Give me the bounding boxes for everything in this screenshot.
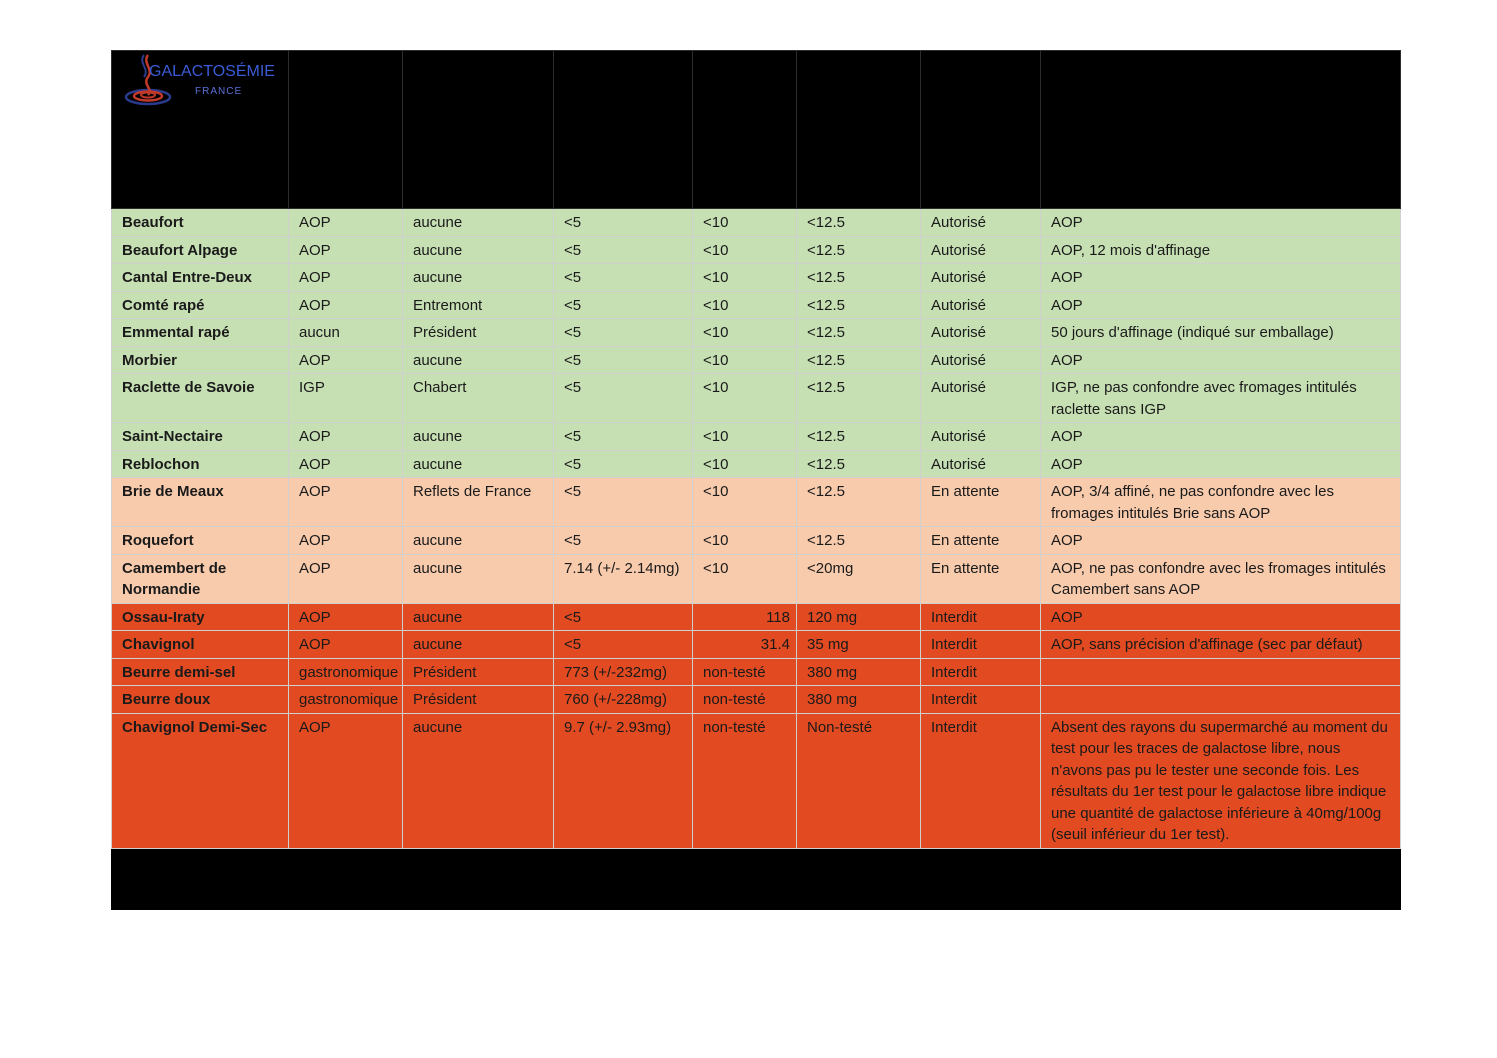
galactose-trace-cell: <10 bbox=[693, 236, 797, 264]
table-row bbox=[112, 374, 1401, 423]
logo-subtitle-text: FRANCE bbox=[195, 86, 243, 97]
table-row bbox=[112, 291, 1401, 319]
galactose-free-cell: <5 bbox=[554, 209, 693, 237]
product-name: Ossau-Iraty bbox=[112, 603, 289, 631]
product-name: Beurre demi-sel bbox=[112, 658, 289, 686]
remarks-cell: AOP bbox=[1041, 264, 1401, 292]
table-row bbox=[112, 423, 1401, 451]
status-cell: Autorisé bbox=[921, 346, 1041, 374]
total-cell: <12.5 bbox=[797, 423, 921, 451]
status-cell: Interdit bbox=[921, 686, 1041, 714]
label-cell: gastronomique bbox=[289, 658, 403, 686]
header-cell-3 bbox=[403, 51, 554, 209]
remarks-cell: AOP, sans précision d'affinage (sec par défaut) bbox=[1041, 631, 1401, 659]
status-cell: Interdit bbox=[921, 658, 1041, 686]
header-cell-8 bbox=[1041, 51, 1401, 209]
product-name: Cantal Entre-Deux bbox=[112, 264, 289, 292]
galactose-free-cell: <5 bbox=[554, 236, 693, 264]
remarks-cell bbox=[1041, 658, 1401, 686]
galactose-trace-cell: <10 bbox=[693, 291, 797, 319]
remarks-cell bbox=[1041, 686, 1401, 714]
galactose-free-cell: <5 bbox=[554, 374, 693, 423]
galactose-free-cell: <5 bbox=[554, 291, 693, 319]
total-cell: 120 mg bbox=[797, 603, 921, 631]
table-row bbox=[112, 658, 1401, 686]
brand-cell: aucune bbox=[403, 346, 554, 374]
total-cell: 380 mg bbox=[797, 658, 921, 686]
header-cell-4 bbox=[554, 51, 693, 209]
status-cell: En attente bbox=[921, 478, 1041, 527]
brand-cell: Chabert bbox=[403, 374, 554, 423]
table-row bbox=[112, 319, 1401, 347]
label-cell: AOP bbox=[289, 478, 403, 527]
label-cell: AOP bbox=[289, 554, 403, 603]
status-cell: Interdit bbox=[921, 713, 1041, 848]
total-cell: <12.5 bbox=[797, 346, 921, 374]
galactose-trace-cell: <10 bbox=[693, 346, 797, 374]
table-row bbox=[112, 686, 1401, 714]
brand-cell: aucune bbox=[403, 631, 554, 659]
remarks-cell: AOP bbox=[1041, 346, 1401, 374]
status-cell: Autorisé bbox=[921, 423, 1041, 451]
galactose-free-cell: <5 bbox=[554, 346, 693, 374]
product-name: Roquefort bbox=[112, 527, 289, 555]
remarks-cell: AOP bbox=[1041, 291, 1401, 319]
product-name: Morbier bbox=[112, 346, 289, 374]
galactose-trace-cell: <10 bbox=[693, 478, 797, 527]
remarks-cell: AOP bbox=[1041, 450, 1401, 478]
total-cell: <12.5 bbox=[797, 450, 921, 478]
table-row bbox=[112, 450, 1401, 478]
table-row bbox=[112, 264, 1401, 292]
label-cell: AOP bbox=[289, 264, 403, 292]
label-cell: AOP bbox=[289, 423, 403, 451]
product-name: Beaufort bbox=[112, 209, 289, 237]
galactose-trace-cell: <10 bbox=[693, 264, 797, 292]
brand-cell: aucune bbox=[403, 423, 554, 451]
product-name: Brie de Meaux bbox=[112, 478, 289, 527]
table-row bbox=[112, 236, 1401, 264]
galactosemie-france-logo bbox=[112, 51, 282, 111]
product-name: Camembert de Normandie bbox=[112, 554, 289, 603]
brand-cell: Président bbox=[403, 686, 554, 714]
brand-cell: Président bbox=[403, 319, 554, 347]
status-cell: Interdit bbox=[921, 603, 1041, 631]
brand-cell: aucune bbox=[403, 527, 554, 555]
galactose-free-cell: 773 (+/-232mg) bbox=[554, 658, 693, 686]
galactose-free-cell: <5 bbox=[554, 527, 693, 555]
remarks-cell: Absent des rayons du supermarché au moment du test pour les traces de galactose libre, nous n'avons pas pu le tester une seconde fois. Les résultats du 1er test pour le galactose libre indique une quantité de galactose inférieure à 40mg/100g (seuil inférieur du 1er test). bbox=[1041, 713, 1401, 848]
product-name: Raclette de Savoie bbox=[112, 374, 289, 423]
total-cell: <12.5 bbox=[797, 374, 921, 423]
label-cell: AOP bbox=[289, 236, 403, 264]
brand-cell: Entremont bbox=[403, 291, 554, 319]
total-cell: <12.5 bbox=[797, 319, 921, 347]
galactose-trace-cell: non-testé bbox=[693, 713, 797, 848]
remarks-cell: AOP bbox=[1041, 209, 1401, 237]
product-name: Reblochon bbox=[112, 450, 289, 478]
total-cell: 35 mg bbox=[797, 631, 921, 659]
remarks-cell: AOP, ne pas confondre avec les fromages intitulés Camembert sans AOP bbox=[1041, 554, 1401, 603]
footer-row bbox=[112, 848, 1401, 909]
brand-cell: aucune bbox=[403, 209, 554, 237]
brand-cell: aucune bbox=[403, 450, 554, 478]
galactose-trace-cell: 118 bbox=[693, 603, 797, 631]
status-cell: Autorisé bbox=[921, 209, 1041, 237]
product-name: Beurre doux bbox=[112, 686, 289, 714]
table-row bbox=[112, 209, 1401, 237]
brand-cell: aucune bbox=[403, 554, 554, 603]
label-cell: AOP bbox=[289, 527, 403, 555]
header-cell-7 bbox=[921, 51, 1041, 209]
table-row bbox=[112, 603, 1401, 631]
galactose-free-cell: <5 bbox=[554, 319, 693, 347]
status-cell: Autorisé bbox=[921, 264, 1041, 292]
brand-cell: aucune bbox=[403, 264, 554, 292]
total-cell: <12.5 bbox=[797, 264, 921, 292]
product-name: Chavignol bbox=[112, 631, 289, 659]
galactose-free-cell: <5 bbox=[554, 264, 693, 292]
total-cell: <12.5 bbox=[797, 236, 921, 264]
remarks-cell: AOP bbox=[1041, 603, 1401, 631]
status-cell: En attente bbox=[921, 527, 1041, 555]
total-cell: <12.5 bbox=[797, 209, 921, 237]
product-name: Saint-Nectaire bbox=[112, 423, 289, 451]
remarks-cell: AOP, 3/4 affiné, ne pas confondre avec les fromages intitulés Brie sans AOP bbox=[1041, 478, 1401, 527]
product-name: Comté rapé bbox=[112, 291, 289, 319]
total-cell: <12.5 bbox=[797, 478, 921, 527]
label-cell: AOP bbox=[289, 209, 403, 237]
galactose-trace-cell: non-testé bbox=[693, 658, 797, 686]
galactose-trace-cell: <10 bbox=[693, 527, 797, 555]
status-cell: Autorisé bbox=[921, 319, 1041, 347]
brand-cell: aucune bbox=[403, 713, 554, 848]
label-cell: IGP bbox=[289, 374, 403, 423]
table-row bbox=[112, 346, 1401, 374]
remarks-cell: AOP bbox=[1041, 527, 1401, 555]
label-cell: AOP bbox=[289, 450, 403, 478]
cheese-table-sheet bbox=[111, 50, 1400, 910]
status-cell: Interdit bbox=[921, 631, 1041, 659]
table-row bbox=[112, 713, 1401, 848]
header-cell-5 bbox=[693, 51, 797, 209]
label-cell: aucun bbox=[289, 319, 403, 347]
brand-cell: aucune bbox=[403, 603, 554, 631]
status-cell: Autorisé bbox=[921, 374, 1041, 423]
label-cell: AOP bbox=[289, 291, 403, 319]
logo-brand-text: GALACTOSÉMIE bbox=[149, 63, 275, 80]
total-cell: Non-testé bbox=[797, 713, 921, 848]
galactose-free-cell: <5 bbox=[554, 423, 693, 451]
table-row bbox=[112, 527, 1401, 555]
table-row bbox=[112, 554, 1401, 603]
status-cell: Autorisé bbox=[921, 236, 1041, 264]
galactose-trace-cell: <10 bbox=[693, 554, 797, 603]
cheese-galactose-table bbox=[111, 50, 1401, 910]
product-name: Beaufort Alpage bbox=[112, 236, 289, 264]
header-row bbox=[112, 51, 1401, 209]
brand-cell: aucune bbox=[403, 236, 554, 264]
galactose-trace-cell: <10 bbox=[693, 374, 797, 423]
galactose-free-cell: <5 bbox=[554, 631, 693, 659]
product-name: Emmental rapé bbox=[112, 319, 289, 347]
brand-cell: Reflets de France bbox=[403, 478, 554, 527]
remarks-cell: AOP, 12 mois d'affinage bbox=[1041, 236, 1401, 264]
total-cell: <12.5 bbox=[797, 291, 921, 319]
galactose-free-cell: <5 bbox=[554, 450, 693, 478]
label-cell: AOP bbox=[289, 631, 403, 659]
galactose-free-cell: 9.7 (+/- 2.93mg) bbox=[554, 713, 693, 848]
table-row bbox=[112, 478, 1401, 527]
galactose-trace-cell: non-testé bbox=[693, 686, 797, 714]
remarks-cell: IGP, ne pas confondre avec fromages intitulés raclette sans IGP bbox=[1041, 374, 1401, 423]
galactose-trace-cell: <10 bbox=[693, 450, 797, 478]
total-cell: <20mg bbox=[797, 554, 921, 603]
galactose-trace-cell: <10 bbox=[693, 423, 797, 451]
remarks-cell: 50 jours d'affinage (indiqué sur emballage) bbox=[1041, 319, 1401, 347]
galactose-trace-cell: <10 bbox=[693, 319, 797, 347]
header-cell-6 bbox=[797, 51, 921, 209]
status-cell: Autorisé bbox=[921, 291, 1041, 319]
label-cell: gastronomique bbox=[289, 686, 403, 714]
galactose-trace-cell: <10 bbox=[693, 209, 797, 237]
galactose-free-cell: <5 bbox=[554, 478, 693, 527]
header-cell-2 bbox=[289, 51, 403, 209]
total-cell: <12.5 bbox=[797, 527, 921, 555]
header-cell-logo bbox=[112, 51, 289, 209]
total-cell: 380 mg bbox=[797, 686, 921, 714]
label-cell: AOP bbox=[289, 603, 403, 631]
galactose-free-cell: 760 (+/-228mg) bbox=[554, 686, 693, 714]
remarks-cell: AOP bbox=[1041, 423, 1401, 451]
galactose-trace-cell: 31.4 bbox=[693, 631, 797, 659]
status-cell: Autorisé bbox=[921, 450, 1041, 478]
brand-cell: Président bbox=[403, 658, 554, 686]
galactose-free-cell: 7.14 (+/- 2.14mg) bbox=[554, 554, 693, 603]
status-cell: En attente bbox=[921, 554, 1041, 603]
galactose-free-cell: <5 bbox=[554, 603, 693, 631]
table-row bbox=[112, 631, 1401, 659]
label-cell: AOP bbox=[289, 713, 403, 848]
footer-band bbox=[112, 848, 1401, 909]
label-cell: AOP bbox=[289, 346, 403, 374]
product-name: Chavignol Demi-Sec bbox=[112, 713, 289, 848]
